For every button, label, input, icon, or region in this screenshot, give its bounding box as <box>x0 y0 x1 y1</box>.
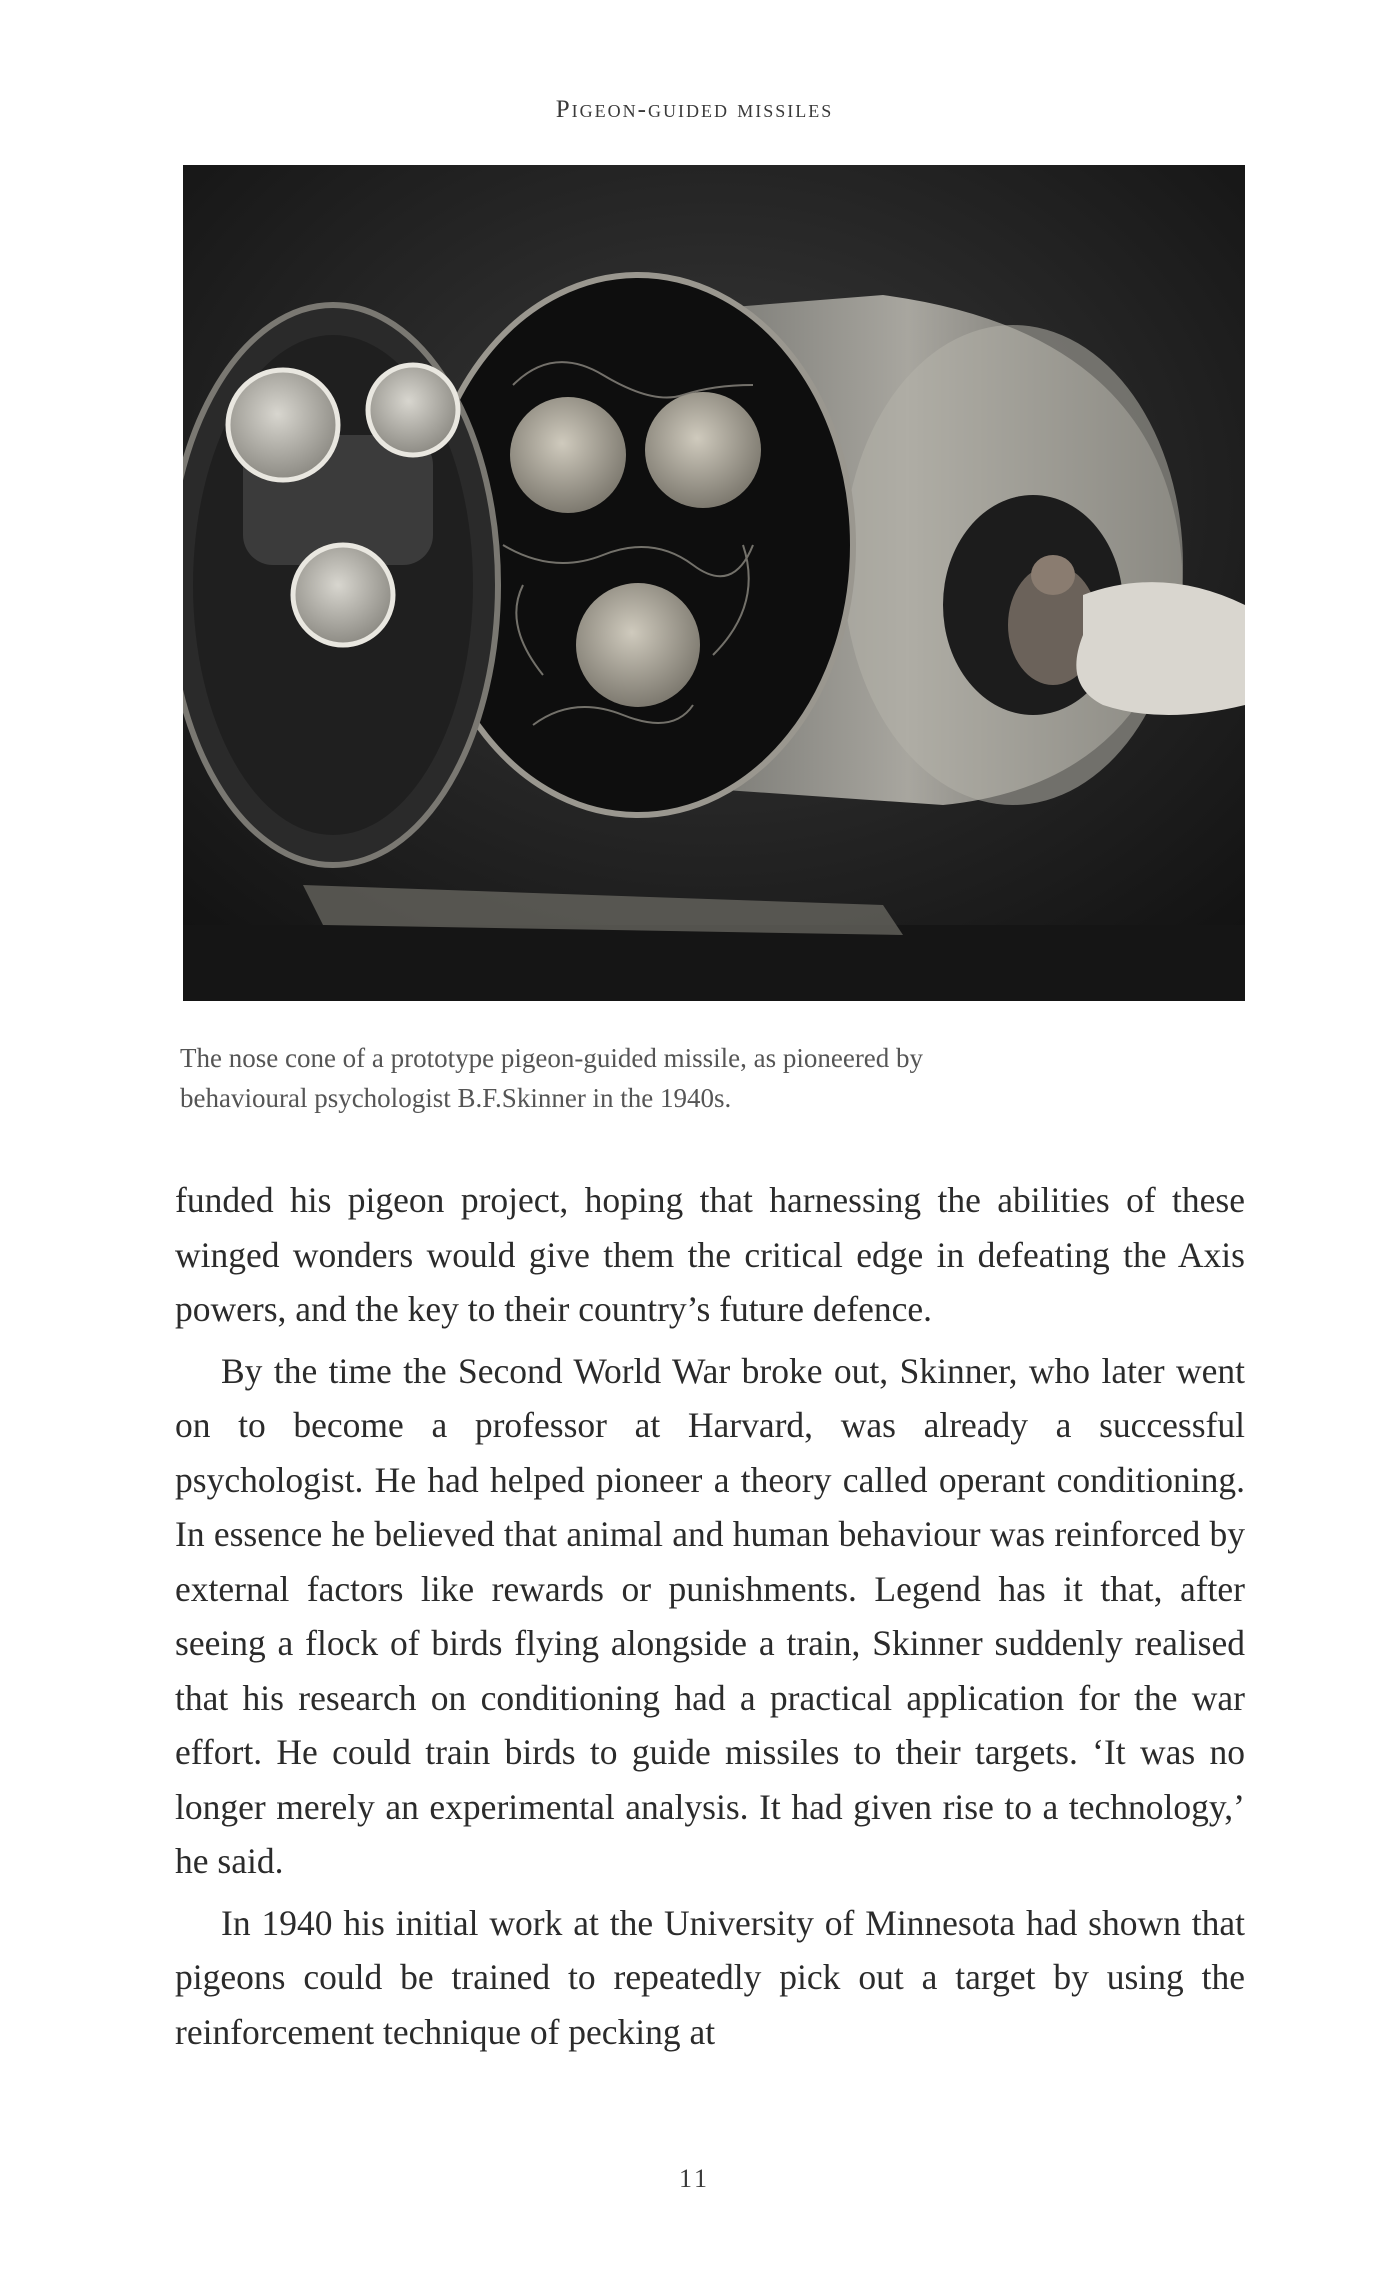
running-head: Pigeon-guided missiles <box>555 96 834 123</box>
page-number: 11 <box>678 2164 711 2193</box>
paragraph-2: By the time the Second World War broke out, Skinner, who later went on to become a professor at Harvard, was already a successful psychologist. He had helped pioneer a theory called operant conditioning. In essence he believed that animal and human behaviour was reinforced by external factors like rewards or punishments. Legend has it that, after seeing a flock of birds flying alongside a train, Skinner suddenly realised that his research on conditioning had a practical application for the war effort. He could train birds to guide missiles to their targets. ‘It was no longer merely an experimental analysis. It had given rise to a technology,’ he said. <box>175 1350 1245 1881</box>
missile-nose-cone-photo <box>183 165 1245 1001</box>
paragraph-1: funded his pigeon project, hoping that harnessing the abilities of these winged wonders would give them the critical edge in defeating the Axis powers, and the key to their country’s future defence. <box>175 1180 1245 1329</box>
body-text <box>175 1173 1245 2066</box>
paragraph-3: In 1940 his initial work at the University of Minnesota had shown that pigeons could be trained to repeatedly pick out a target by using the reinforcement technique of pecking at <box>175 1902 1245 2052</box>
figure-caption <box>180 1038 1180 1118</box>
caption-line-1: The nose cone of a prototype pigeon-guided missile, as pioneered by <box>180 1043 924 1073</box>
caption-line-2: behavioural psychologist B.F.Skinner in the 1940s. <box>180 1083 732 1113</box>
